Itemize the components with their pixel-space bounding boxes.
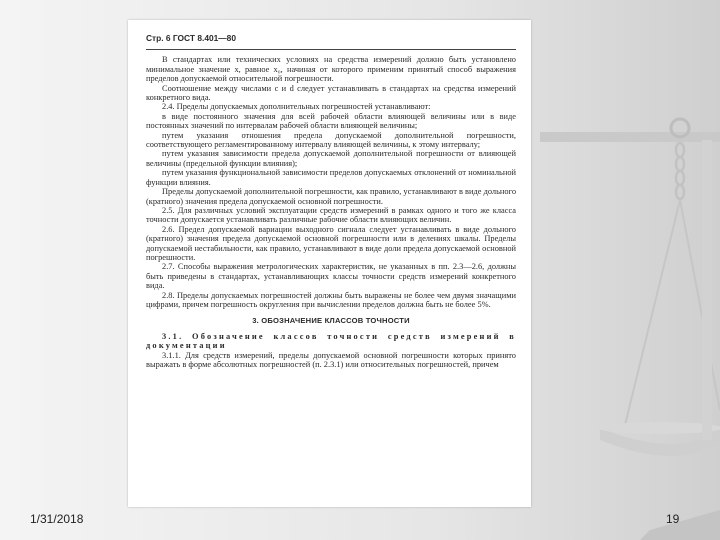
- paragraph: путем указания зависимости предела допускаемой дополнительной погрешности от влияющей величины (предельной функции влияния);: [146, 149, 516, 168]
- subsection-title: 3.1. Обозначение классов точности средств измерений в документации: [146, 331, 516, 351]
- paragraph: путем указания функциональной зависимости пределов допускаемых отклонений от номинальной функции влияния.: [146, 168, 516, 187]
- paragraph: Пределы допускаемой дополнительной погрешности, как правило, устанавливают в виде дольного (кратного) значения предела допускаемой основной погрешности.: [146, 187, 516, 206]
- scales-of-justice-icon: [530, 110, 720, 540]
- paragraph: 2.8. Пределы допускаемых погрешностей должны быть выражены не более чем двумя значащими цифрами, причем погрешность округления при вычислении пределов должна быть не более 5%.: [146, 290, 516, 309]
- document-page: [128, 20, 531, 507]
- paragraph: 2.4. Пределы допускаемых дополнительных погрешностей устанавливают:: [162, 102, 431, 112]
- paragraph: 2.5. Для различных условий эксплуатации средств измерений в рамках одного и того же класса точности допускается устанавливать различные рабочие области влияющих величин.: [146, 205, 516, 225]
- document-text: [146, 34, 516, 369]
- paragraph: 3.1.1. Для средств измерений, пределы допускаемой основной погрешности которых принято выражать в форме абсолютных погрешностей (п. 2.3.1) или относительных погрешностей, причем: [146, 350, 516, 369]
- paragraph: В стандартах или технических условиях на средства измерений должно быть установлено минимальное значение x, равное x₀, начиная от которого применим принятый способ выражения пределов допускаемой относительной погрешности.: [146, 55, 516, 84]
- paragraph: путем указания отношения предела допускаемой дополнительной погрешности, соответствующего регламентированному интервалу влияющей величины, к этому интервалу;: [146, 130, 516, 150]
- section-title: 3. ОБОЗНАЧЕНИЕ КЛАССОВ ТОЧНОСТИ: [252, 316, 410, 326]
- paragraph: 2.6. Предел допускаемой вариации выходного сигнала следует устанавливать в виде дольного (кратного) значения предела допускаемой основной погрешности или в делениях шкалы. Пределы допускаемой нестабильности, как правило, устанавливают в виде доли предела допускаемой основной погрешности.: [146, 224, 516, 262]
- paragraph: Соотношение между числами c и d следует устанавливать в стандартах на средства измерений конкретного вида.: [146, 83, 516, 103]
- footer-date: 1/31/2018: [30, 512, 84, 526]
- slide-number: 19: [666, 512, 680, 526]
- page-header: Стр. 6 ГОСТ 8.401—80: [146, 33, 236, 43]
- paragraph: в виде постоянного значения для всей рабочей области влияющей величины или в виде постоянных значений по интервалам рабочей области влияющей величины;: [146, 111, 516, 131]
- paragraph: 2.7. Способы выражения метрологических характеристик, не указанных в пп. 2.3—2.6, должны быть приведены в стандартах, устанавливающих классы точности средств измерений конкретного вида.: [146, 262, 516, 291]
- header-divider: [146, 49, 516, 50]
